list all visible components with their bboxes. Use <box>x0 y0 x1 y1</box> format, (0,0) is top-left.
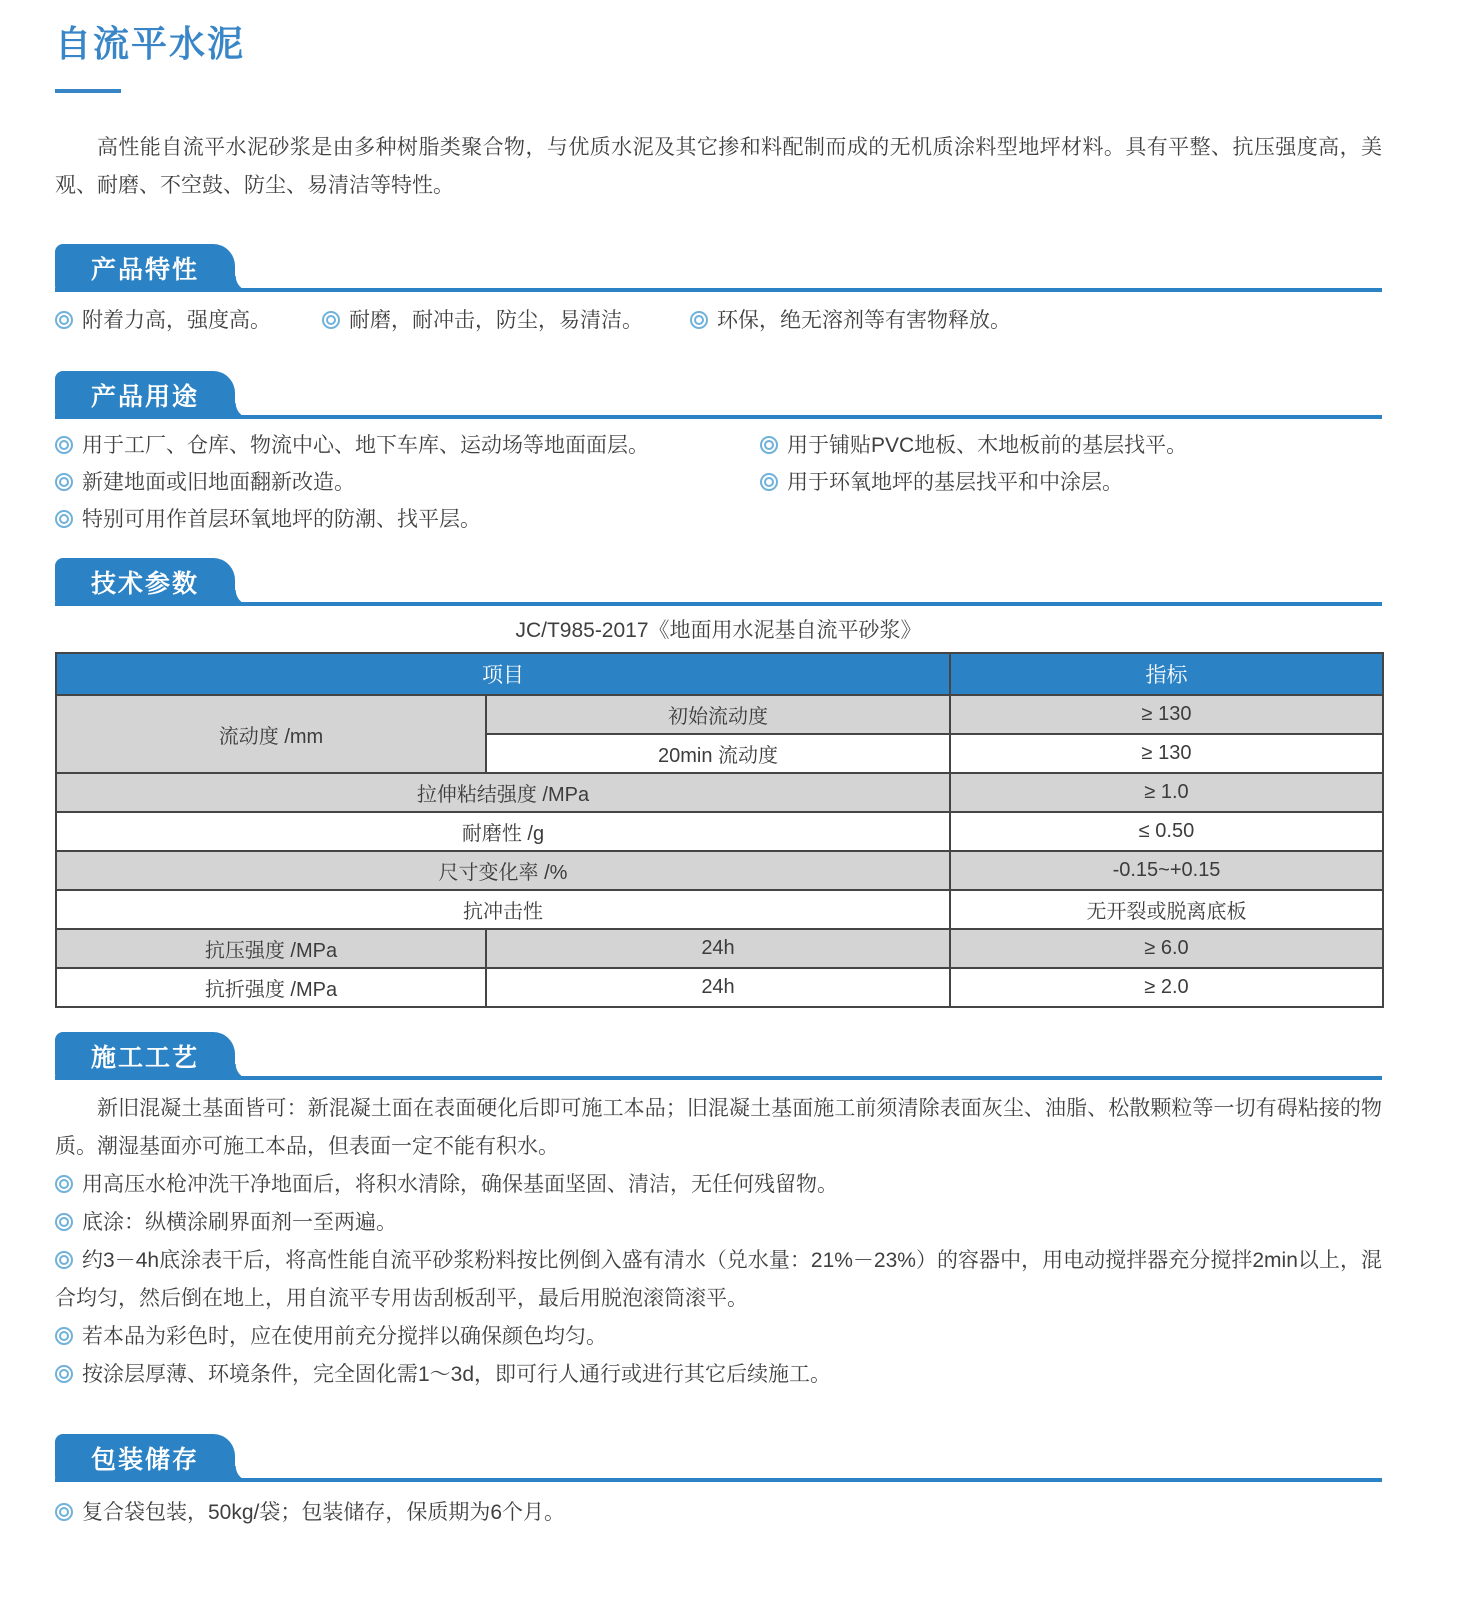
table-row-compressive <box>56 929 1383 968</box>
section-tab-packaging <box>55 1434 235 1482</box>
double-circle-bullet-icon <box>760 436 778 454</box>
cell-value: ≥ 130 <box>950 695 1383 734</box>
cell-label: 耐磨性 /g <box>56 812 950 851</box>
cell-value: ≤ 0.50 <box>950 812 1383 851</box>
cell-group-label: 流动度 /mm <box>56 695 486 773</box>
use-item-label: 用于工厂、仓库、物流中心、地下车库、运动场等地面面层。 <box>82 434 649 457</box>
double-circle-bullet-icon <box>55 436 73 454</box>
section-header-uses <box>55 371 1382 419</box>
section-header-process <box>55 1032 1382 1080</box>
process-step-label: 按涂层厚薄、环境条件，完全固化需1～3d，即可行人通行或进行其它后续施工。 <box>82 1363 832 1386</box>
packaging-body <box>55 1494 1382 1532</box>
feature-item <box>322 302 690 340</box>
feature-item-label: 附着力高，强度高。 <box>82 309 271 332</box>
process-step-label: 用高压水枪冲洗干净地面后，将积水清除，确保基面坚固、清洁，无任何残留物。 <box>82 1173 838 1196</box>
features-list <box>55 302 1382 340</box>
section-heading: 施工工艺 <box>90 1044 199 1072</box>
cell-label: 抗压强度 /MPa <box>56 929 486 968</box>
cell-sub-label: 20min 流动度 <box>486 734 950 773</box>
process-step <box>55 1166 1382 1204</box>
table-row-impact <box>56 890 1383 929</box>
process-step <box>55 1204 1382 1242</box>
section-rule <box>55 1076 1382 1080</box>
section-tab-features <box>55 244 235 292</box>
double-circle-bullet-icon <box>760 473 778 491</box>
process-intro-paragraph: 新旧混凝土基面皆可：新混凝土面在表面硬化后即可施工本品；旧混凝土基面施工前须清除表面灰尘、油脂、松散颗粒等一切有碍粘接的物质。潮湿基面亦可施工本品，但表面一定不能有积水。 <box>55 1097 1382 1158</box>
cell-value: ≥ 1.0 <box>950 773 1383 812</box>
tab-corner-fillet <box>235 590 251 606</box>
double-circle-bullet-icon <box>55 1365 73 1383</box>
use-item <box>760 464 1382 501</box>
section-header-specs <box>55 558 1382 606</box>
uses-left-column <box>55 427 760 538</box>
cell-sub-label: 初始流动度 <box>486 695 950 734</box>
section-rule <box>55 288 1382 292</box>
cell-label: 抗折强度 /MPa <box>56 968 486 1007</box>
uses-list <box>55 427 1382 538</box>
section-heading: 产品用途 <box>90 383 199 411</box>
section-rule <box>55 415 1382 419</box>
double-circle-bullet-icon <box>55 1175 73 1193</box>
section-packaging <box>55 1434 1382 1532</box>
specs-table-header-row <box>56 653 1383 695</box>
section-tab-specs <box>55 558 235 606</box>
cell-label: 尺寸变化率 /% <box>56 851 950 890</box>
process-step <box>55 1318 1382 1356</box>
use-item <box>55 464 760 501</box>
table-row-flexural <box>56 968 1383 1007</box>
packaging-item-label: 复合袋包装，50kg/袋；包装储存，保质期为6个月。 <box>82 1501 566 1524</box>
process-step-label: 底涂：纵横涂刷界面剂一至两遍。 <box>82 1211 397 1234</box>
tab-corner-fillet <box>235 1466 251 1482</box>
process-step-label: 约3－4h底涂表干后，将高性能自流平砂浆粉料按比例倒入盛有清水（兑水量：21%－23%）的容器中，用电动搅拌器充分搅拌2min以上，混合均匀，然后倒在地上，用自流平专用齿刮板刮平，最后用脱泡滚筒滚平。 <box>55 1249 1382 1310</box>
table-row-abrasion <box>56 812 1383 851</box>
double-circle-bullet-icon <box>690 311 708 329</box>
cell-value: 无开裂或脱离底板 <box>950 890 1383 929</box>
section-uses <box>55 371 1382 538</box>
process-step <box>55 1242 1382 1318</box>
specs-table-caption: JC/T985-2017《地面用水泥基自流平砂浆》 <box>515 619 922 642</box>
cell-sub-label: 24h <box>486 968 950 1007</box>
table-row-dimension-change <box>56 851 1383 890</box>
packaging-item <box>55 1494 1382 1532</box>
column-header-item: 项目 <box>56 653 950 695</box>
column-header-index: 指标 <box>950 653 1383 695</box>
cell-value: ≥ 6.0 <box>950 929 1383 968</box>
section-rule <box>55 1478 1382 1482</box>
cell-label: 抗冲击性 <box>56 890 950 929</box>
section-specs <box>55 558 1382 1008</box>
cell-label: 拉伸粘结强度 /MPa <box>56 773 950 812</box>
section-heading: 包装储存 <box>90 1446 199 1474</box>
use-item <box>55 501 760 538</box>
double-circle-bullet-icon <box>55 1213 73 1231</box>
double-circle-bullet-icon <box>322 311 340 329</box>
double-circle-bullet-icon <box>55 510 73 528</box>
section-rule <box>55 602 1382 606</box>
tab-corner-fillet <box>235 276 251 292</box>
double-circle-bullet-icon <box>55 311 73 329</box>
process-body <box>55 1090 1382 1394</box>
feature-item <box>55 302 322 340</box>
intro-paragraph: 高性能自流平水泥砂浆是由多种树脂类聚合物，与优质水泥及其它掺和料配制而成的无机质涂料型地坪材料。具有平整、抗压强度高，美观、耐磨、不空鼓、防尘、易清洁等特性。 <box>55 136 1382 197</box>
double-circle-bullet-icon <box>55 1503 73 1521</box>
section-heading: 产品特性 <box>90 256 199 284</box>
use-item-label: 特别可用作首层环氧地坪的防潮、找平层。 <box>82 508 481 531</box>
table-row-flow-initial <box>56 695 1383 734</box>
uses-right-column <box>760 427 1382 538</box>
double-circle-bullet-icon <box>55 1327 73 1345</box>
feature-item-label: 耐磨，耐冲击，防尘，易清洁。 <box>349 309 643 332</box>
use-item-label: 用于铺贴PVC地板、木地板前的基层找平。 <box>787 434 1188 457</box>
cell-value: -0.15~+0.15 <box>950 851 1383 890</box>
use-item <box>55 427 760 464</box>
cell-sub-label: 24h <box>486 929 950 968</box>
cell-value: ≥ 130 <box>950 734 1383 773</box>
double-circle-bullet-icon <box>55 1251 73 1269</box>
use-item <box>760 427 1382 464</box>
tab-corner-fillet <box>235 1064 251 1080</box>
feature-item <box>690 302 1011 340</box>
section-header-features <box>55 244 1382 292</box>
use-item-label: 用于环氧地坪的基层找平和中涂层。 <box>787 471 1123 494</box>
table-row-tensile-bond <box>56 773 1383 812</box>
process-step-label: 若本品为彩色时，应在使用前充分搅拌以确保颜色均匀。 <box>82 1325 607 1348</box>
section-tab-process <box>55 1032 235 1080</box>
section-tab-uses <box>55 371 235 419</box>
page-title: 自流平水泥 <box>55 23 246 64</box>
section-process <box>55 1032 1382 1394</box>
section-heading: 技术参数 <box>90 570 199 598</box>
process-step <box>55 1356 1382 1394</box>
section-header-packaging <box>55 1434 1382 1482</box>
cell-value: ≥ 2.0 <box>950 968 1383 1007</box>
product-datasheet-page <box>0 16 1459 1532</box>
specs-table <box>55 652 1384 1008</box>
double-circle-bullet-icon <box>55 473 73 491</box>
feature-item-label: 环保，绝无溶剂等有害物释放。 <box>717 309 1011 332</box>
use-item-label: 新建地面或旧地面翻新改造。 <box>82 471 355 494</box>
tab-corner-fillet <box>235 403 251 419</box>
title-underline <box>55 89 121 93</box>
section-features <box>55 244 1382 340</box>
